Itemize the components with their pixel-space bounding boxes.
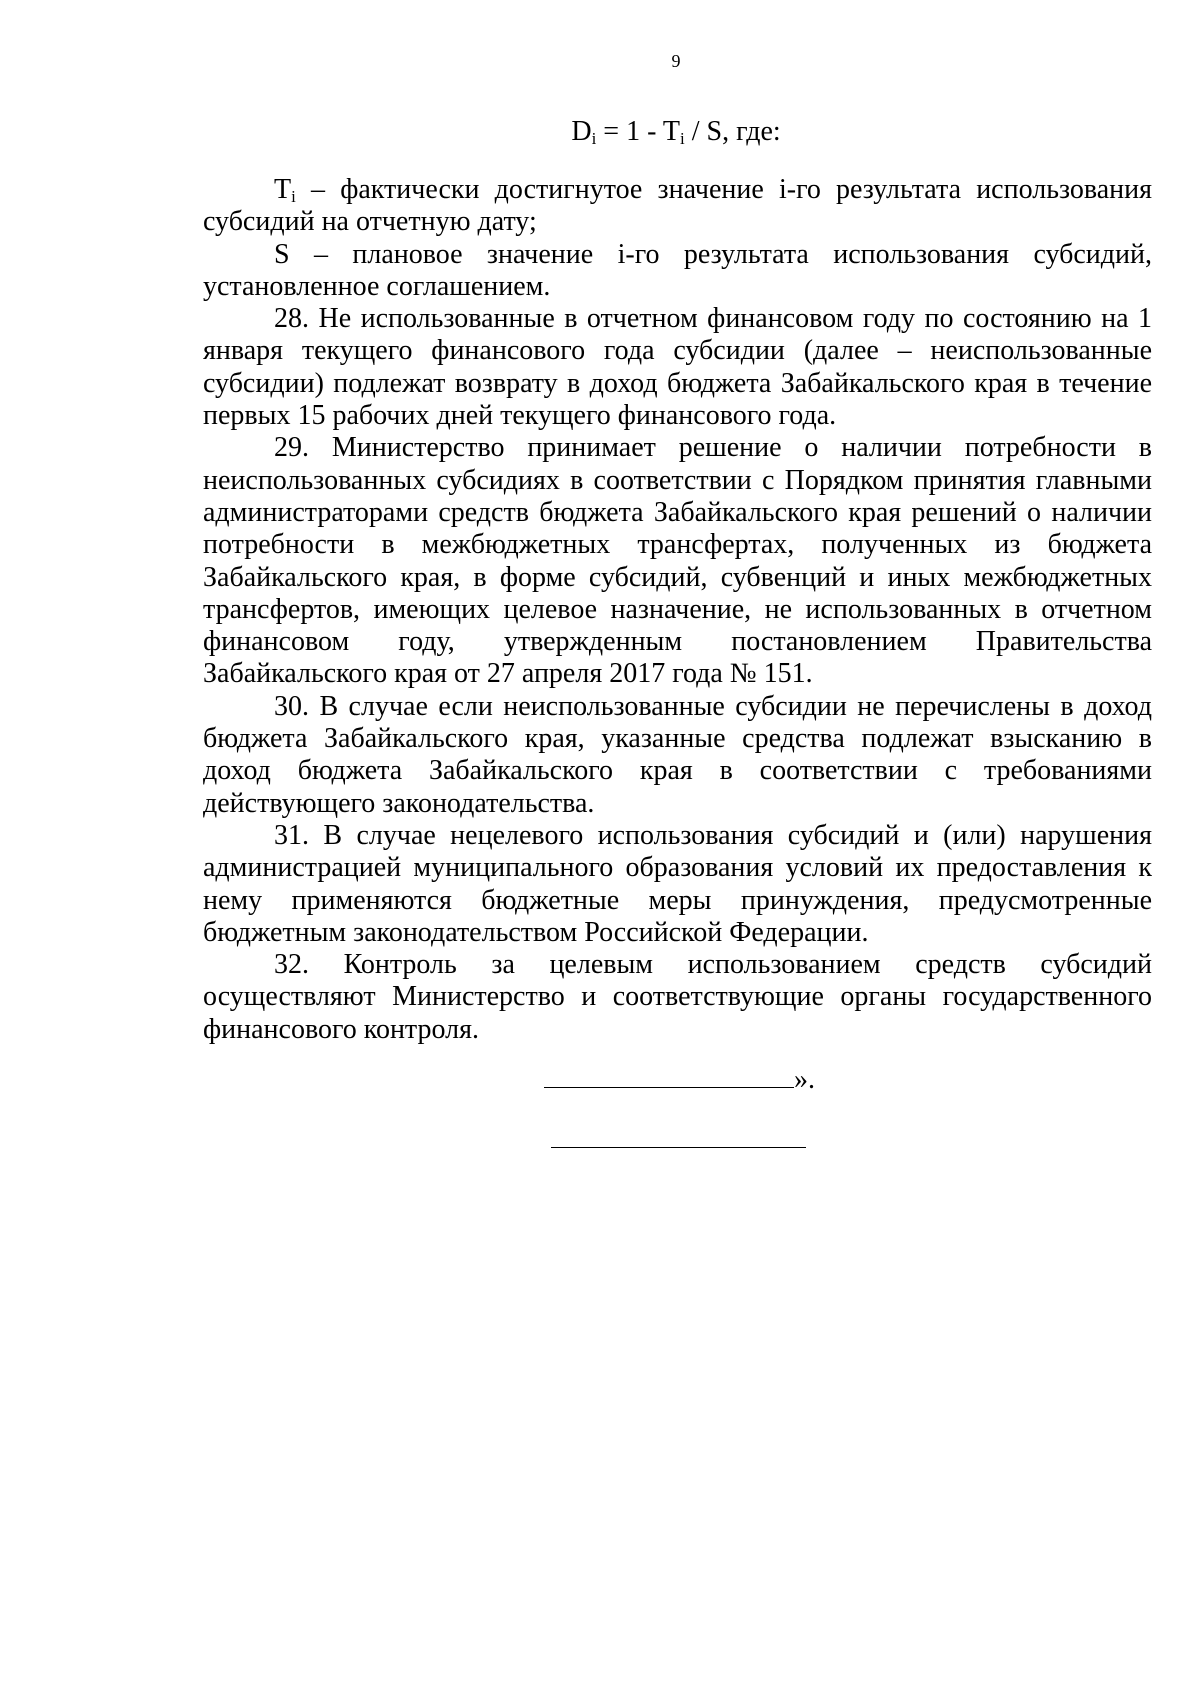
definition-t-subscript: i — [291, 187, 296, 206]
definition-t-symbol: T — [274, 174, 292, 205]
document-body — [203, 174, 1152, 1046]
closing-blank-rule — [544, 1063, 794, 1088]
formula-t-subscript: i — [680, 129, 685, 148]
definition-t — [203, 174, 1152, 239]
end-divider-rule — [551, 1147, 806, 1148]
closing-quote-mark: ». — [794, 1064, 815, 1095]
formula-end: / S, где: — [684, 116, 781, 147]
definition-s: S – плановое значение i-го результата использования субсидий, установленное соглашением. — [203, 238, 1152, 302]
paragraph-29: 29. Министерство принимает решение о наличии потребности в неиспользованных субсидиях в соответствии с Порядком принятия главными администраторами средств бюджета Забайкальского края решений о наличии потребности в межбюджетных трансфертах, полученных из бюджета Забайкальского края, в форме субсидий, субвенций и иных межбюджетных трансфертов, имеющих целевое назначение, не использованных в отчетном финансовом году, утвержденным постановлением Правительства Забайкальского края от 27 апреля 2017 года № 151. — [203, 432, 1152, 690]
paragraph-30: 30. В случае если неиспользованные субсидии не перечислены в доход бюджета Забайкальского края, указанные средства подлежат взысканию в доход бюджета Забайкальского края в соответствии с требованиями действующего законодательства. — [203, 690, 1152, 819]
definition-t-text: – фактически достигнутое значение i-го результата использования субсидий на отчетную дату; — [203, 174, 1152, 238]
paragraph-28: 28. Не использованные в отчетном финансовом году по состоянию на 1 января текущего финансового года субсидии (далее – неиспользованные субсидии) подлежат возврату в доход бюджета Забайкальского края в течение первых 15 рабочих дней текущего финансового года. — [203, 303, 1152, 432]
formula-d: D — [571, 116, 592, 147]
formula — [0, 116, 1200, 148]
paragraph-32: 32. Контроль за целевым использованием средств субсидий осуществляют Министерство и соответствующие органы государственного финансового контроля. — [203, 949, 1152, 1045]
formula-d-subscript: i — [591, 129, 597, 148]
formula-middle: = 1 - T — [596, 116, 681, 147]
page-number: 9 — [671, 51, 681, 71]
paragraph-31: 31. В случае нецелевого использования субсидий и (или) нарушения администрацией муниципального образования условий их предоставления к нему применяются бюджетные меры принуждения, предусмотренные бюджетным законодательством Российской Федерации. — [203, 819, 1152, 948]
closing-line — [544, 1063, 815, 1096]
